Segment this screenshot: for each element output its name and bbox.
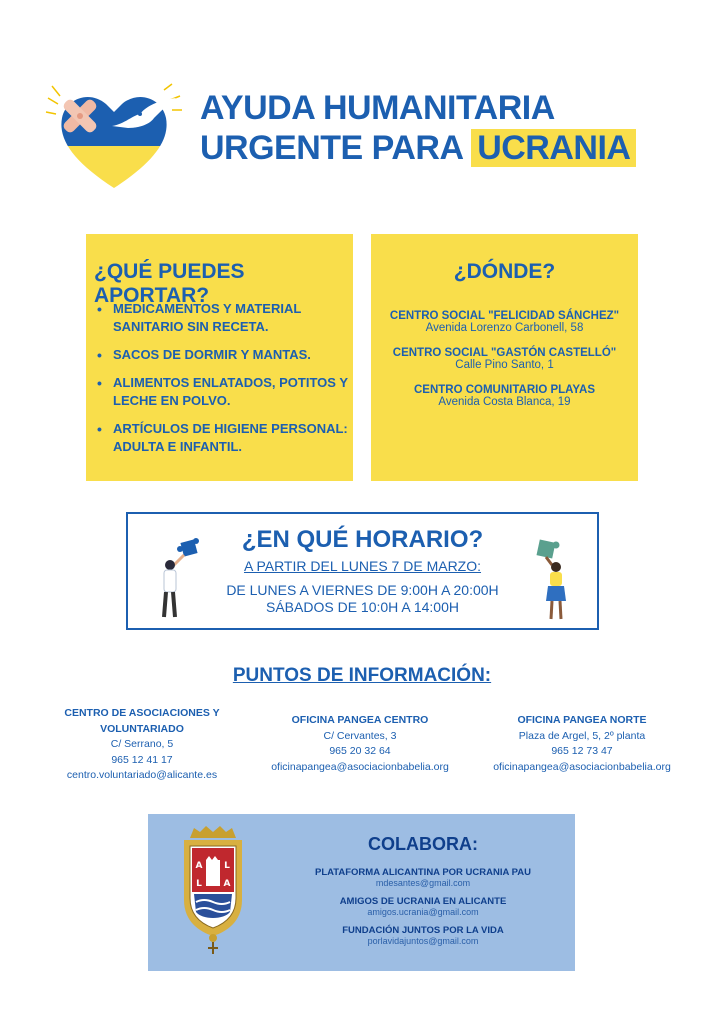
donde-box [371,234,638,481]
colabora-org-name: AMIGOS DE UCRANIA EN ALICANTE [339,896,507,907]
info-point-name: OFICINA PANGEA CENTRO [291,714,429,726]
donde-heading: ¿DÓNDE? [453,260,556,283]
place-address: Avenida Lorenzo Carbonell, 58 [425,322,584,334]
info-point-name: CENTRO DE ASOCIACIONES Y VOLUNTARIADO [64,707,220,735]
aportar-item: • ARTÍCULOS DE HIGIENE PERSONAL: ADULTA E INFANTIL. [113,420,358,456]
crest-letter: A [195,861,203,871]
title-line-2-prefix: URGENTE PARA [200,129,472,167]
aportar-item: • MEDICAMENTOS Y MATERIAL SANITARIO SIN RECETA. [113,300,358,336]
alicante-crest-icon [176,824,250,958]
info-point-email[interactable]: oficinapangea@asociacionbabelia.org [493,760,671,773]
place-address: Avenida Costa Blanca, 19 [438,396,571,408]
person-puzzle-blue-icon [156,535,206,623]
crest-letter: L [224,861,230,871]
info-point-address: Plaza de Argel, 5, 2º planta [518,729,646,742]
aportar-item: • ALIMENTOS ENLATADOS, POTITOS Y LECHE EN POLVO. [113,374,358,410]
aportar-box [86,234,353,481]
crest-letter: L [196,879,202,889]
info-point [482,713,682,775]
horario-weekdays: DE LUNES A VIERNES DE 9:00H A 20:00H [226,582,499,598]
colabora-org-email[interactable]: amigos.ucrania@gmail.com [367,907,479,917]
colabora-org-name: FUNDACIÓN JUNTOS POR LA VIDA [342,925,504,936]
info-point-name: OFICINA PANGEA NORTE [517,714,647,726]
info-point-email[interactable]: centro.voluntariado@alicante.es [66,769,218,781]
aportar-heading: ¿QUÉ PUEDES APORTAR? [94,260,245,307]
crest-letter: A [223,879,231,889]
info-point-address: C/ Cervantes, 3 [323,729,397,742]
person-puzzle-green-icon [526,535,576,623]
title-line-1: AYUDA HUMANITARIA [200,89,555,127]
title-highlight: UCRANIA [471,129,636,167]
place-name: CENTRO SOCIAL "GASTÓN CASTELLÓ" [392,347,617,359]
colabora-heading: COLABORA: [368,834,478,854]
dove-icon [110,96,180,136]
page-title [200,88,660,168]
place-address: Calle Pino Santo, 1 [455,359,554,371]
info-heading: PUNTOS DE INFORMACIÓN: [232,665,492,686]
info-point-phone: 965 12 73 47 [551,745,613,757]
info-point-address: C/ Serrano, 5 [110,738,174,750]
info-point-phone: 965 12 41 17 [111,753,173,766]
colabora-content [288,834,558,954]
colabora-org-email[interactable]: porlavidajuntos@gmail.com [367,936,479,946]
aportar-list [91,300,358,466]
info-point-email[interactable]: oficinapangea@asociacionbabelia.org [271,760,449,773]
aportar-item: • SACOS DE DORMIR Y MANTAS. [113,346,358,364]
info-point [260,713,460,775]
horario-start: A PARTIR DEL LUNES 7 DE MARZO: [243,558,482,574]
title-line-2 [200,128,660,168]
info-point-phone: 965 20 32 64 [329,745,391,757]
info-point [52,706,232,784]
place-name: CENTRO COMUNITARIO PLAYAS [413,384,596,396]
horario-saturdays: SÁBADOS DE 10:0H A 14:00H [266,599,459,615]
colabora-org-name: PLATAFORMA ALICANTINA POR UCRANIA PAU [314,867,532,878]
place-name: CENTRO SOCIAL "FELICIDAD SÁNCHEZ" [389,310,620,322]
horario-heading: ¿EN QUÉ HORARIO? [241,526,484,553]
bandage-icon [58,94,102,138]
colabora-org-email[interactable]: mdesantes@gmail.com [375,878,471,888]
